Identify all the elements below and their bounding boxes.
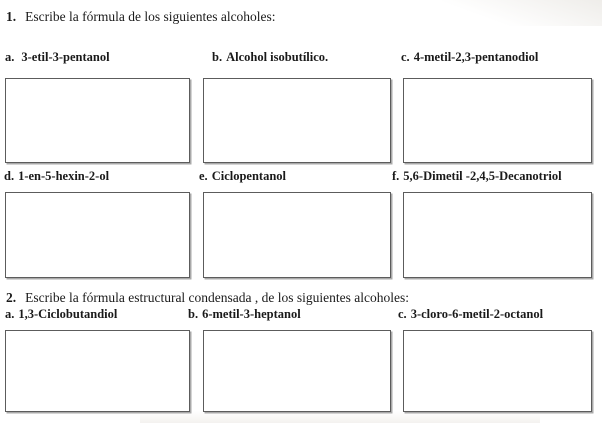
scan-shadow-bottom: [140, 411, 540, 423]
item-name-2c: 3-cloro-6-metil-2-octanol: [410, 307, 544, 321]
item-label-2c: [398, 308, 543, 321]
answer-box-1d[interactable]: [5, 192, 190, 278]
answer-box-2a[interactable]: [5, 330, 190, 412]
item-name-1d: 1-en-5-hexin-2-ol: [18, 169, 110, 183]
answer-box-2c[interactable]: [403, 330, 592, 412]
question-1-row-2-labels: [0, 170, 602, 186]
item-letter-1e: e.: [199, 169, 208, 183]
question-1-heading: [6, 10, 276, 25]
item-letter-2c: c.: [398, 307, 407, 321]
item-letter-1b: b.: [212, 50, 223, 64]
item-label-1d: [4, 170, 109, 183]
question-1-text: Escribe la fórmula de los siguientes alcoholes:: [25, 9, 276, 24]
answer-box-1b[interactable]: [203, 78, 391, 163]
item-letter-2b: b.: [188, 307, 199, 321]
item-letter-1d: d.: [4, 169, 15, 183]
item-label-2b: [188, 308, 301, 321]
question-2-number: 2.: [6, 290, 17, 305]
question-2-row-1-labels: [0, 308, 602, 324]
item-label-1e: [199, 170, 286, 183]
answer-box-1f[interactable]: [403, 192, 592, 278]
scan-shadow-top: [442, 0, 602, 26]
item-letter-1f: f.: [392, 169, 400, 183]
answer-box-1a[interactable]: [5, 78, 190, 163]
item-name-1a: 3-etil-3-pentanol: [21, 50, 110, 64]
item-letter-1a: a.: [5, 50, 15, 64]
answer-box-1c[interactable]: [403, 78, 592, 163]
item-name-1f: 5,6-Dimetil -2,4,5-Decanotriol: [403, 169, 562, 183]
item-label-1f: [392, 170, 562, 183]
item-name-2a: 1,3-Ciclobutandiol: [18, 307, 118, 321]
item-label-1b: [212, 51, 328, 64]
question-2-heading: [6, 291, 409, 306]
item-name-1c: 4-metil-2,3-pentanodiol: [413, 50, 539, 64]
question-2-text: Escribe la fórmula estructural condensada , de los siguientes alcoholes:: [25, 290, 409, 305]
answer-box-1e[interactable]: [203, 192, 391, 278]
question-1-number: 1.: [6, 9, 17, 24]
item-letter-2a: a.: [5, 307, 15, 321]
question-1-row-1-labels: [0, 51, 602, 67]
item-letter-1c: c.: [401, 50, 410, 64]
item-label-2a: [5, 308, 117, 321]
item-name-2b: 6-metil-3-heptanol: [202, 307, 301, 321]
item-name-1e: Ciclopentanol: [211, 169, 286, 183]
item-label-1c: [401, 51, 538, 64]
item-name-1b: Alcohol isobutílico.: [226, 50, 329, 64]
answer-box-2b[interactable]: [203, 330, 391, 412]
item-label-1a: [5, 51, 110, 64]
